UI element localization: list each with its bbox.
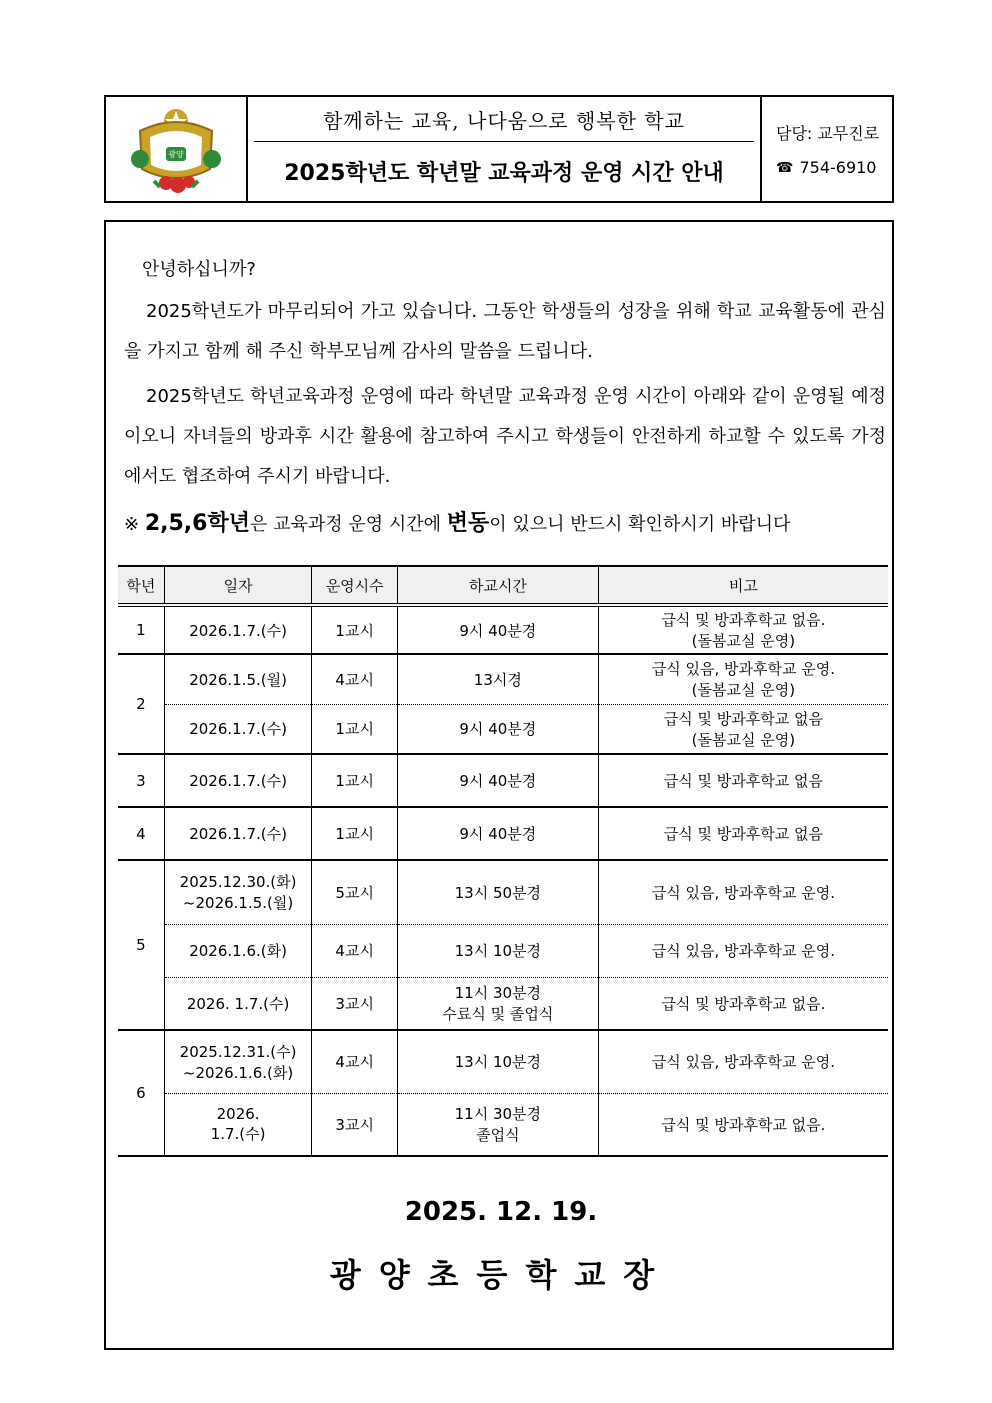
date-cell <box>164 1030 312 1093</box>
time-line: 11시 30분경 <box>454 984 542 1003</box>
note-cell <box>598 704 888 754</box>
contact-department: 담당: 교무진로 <box>776 124 880 143</box>
date-cell: 2026.1.6.(화) <box>164 924 312 977</box>
notice-line <box>124 506 790 537</box>
hours-cell: 4교시 <box>312 1030 398 1093</box>
notice-change: 변동 <box>446 511 490 536</box>
time-line: 11시 30분경 <box>454 1105 542 1124</box>
logo-text: 광양 <box>168 150 184 159</box>
time-line-2: 졸업식 <box>476 1126 520 1145</box>
grade-cell: 3 <box>118 754 164 807</box>
schedule-table <box>118 565 888 1157</box>
header-date: 일자 <box>164 566 312 605</box>
hours-cell: 1교시 <box>312 754 398 807</box>
table-row <box>118 977 888 1030</box>
note-line-2: (돌봄교실 운영) <box>691 681 796 700</box>
hours-cell: 3교시 <box>312 977 398 1030</box>
school-logo-cell <box>106 97 248 201</box>
grade-cell: 4 <box>118 807 164 860</box>
title-cell <box>248 97 762 201</box>
date-cell: 2026. 1.7.(수) <box>164 977 312 1030</box>
date-line: 2025.12.31.(수) <box>179 1042 297 1061</box>
notice-mid: 은 교육과정 운영 시간에 <box>249 514 442 535</box>
date-cell: 2026.1.7.(수) <box>164 807 312 860</box>
note-cell: 급식 있음, 방과후학교 운영. <box>651 1053 835 1072</box>
table-row <box>118 1030 888 1093</box>
issue-date: 2025. 12. 19. <box>404 1197 598 1227</box>
date-line: 2026. <box>216 1104 260 1123</box>
notice-grades: 2,5,6학년 <box>144 511 250 536</box>
time-cell: 13시 10분경 <box>397 1030 598 1093</box>
contact-phone: 754-6910 <box>799 158 877 177</box>
header-grade: 학년 <box>118 566 164 605</box>
paragraph-2: 2025학년도 학년교육과정 운영에 따라 학년말 교육과정 운영 시간이 아래와 같이 운영될 예정이오니 자녀들의 방과후 시간 활용에 참고하여 주시고 학생들이 안전하게 하교할 수 있도록 가정에서도 협조하여 주시기 바랍니다. <box>124 386 886 487</box>
note-cell <box>598 605 888 654</box>
note-cell: 급식 및 방과후학교 없음 <box>663 772 823 790</box>
date-cell: 2026.1.7.(수) <box>164 754 312 807</box>
letter-body <box>104 220 894 1350</box>
paragraph-1: 2025학년도가 마무리되어 가고 있습니다. 그동안 학생들의 성장을 위해 학교 교육활동에 관심을 가지고 함께 해 주신 학부모님께 감사의 말씀을 드립니다. <box>124 301 886 362</box>
table-row <box>118 1093 888 1156</box>
hours-cell: 4교시 <box>312 924 398 977</box>
table-row <box>118 754 888 807</box>
time-cell: 9시 40분경 <box>397 807 598 860</box>
note-cell: 급식 및 방과후학교 없음 <box>663 825 823 843</box>
grade-cell: 1 <box>118 605 164 654</box>
contact-phone-row <box>776 158 892 177</box>
note-cell: 급식 및 방과후학교 없음. <box>661 994 826 1013</box>
hours-cell: 3교시 <box>312 1093 398 1156</box>
date-line-2: ~2026.1.6.(화) <box>182 1063 294 1082</box>
contact-cell <box>762 97 892 201</box>
time-cell: 9시 40분경 <box>397 605 598 654</box>
time-cell: 13시 10분경 <box>397 924 598 977</box>
document-header <box>104 95 894 203</box>
table-header-row <box>118 566 888 605</box>
table-row <box>118 654 888 704</box>
note-line: 급식 및 방과후학교 없음. <box>661 611 826 629</box>
hours-cell: 1교시 <box>312 807 398 860</box>
date-line: 2025.12.30.(화) <box>179 873 297 892</box>
note-line-2: (돌봄교실 운영) <box>691 632 796 650</box>
date-line-2: 1.7.(수) <box>210 1124 266 1143</box>
phone-icon: ☎ <box>776 159 794 176</box>
note-cell: 급식 있음, 방과후학교 운영. <box>651 942 835 960</box>
date-cell: 2026.1.5.(월) <box>164 654 312 704</box>
table-row <box>118 807 888 860</box>
note-cell: 급식 및 방과후학교 없음. <box>661 1115 826 1134</box>
time-cell: 9시 40분경 <box>397 704 598 754</box>
note-line: 급식 및 방과후학교 없음 <box>663 709 823 728</box>
note-line-2: (돌봄교실 운영) <box>691 730 796 749</box>
grade-cell: 6 <box>118 1030 164 1156</box>
grade-cell: 2 <box>118 654 164 754</box>
header-hours: 운영시수 <box>312 566 398 605</box>
time-cell: 13시 50분경 <box>397 860 598 924</box>
greeting: 안녕하십니까? <box>142 259 256 280</box>
hours-cell: 1교시 <box>312 605 398 654</box>
hours-cell: 1교시 <box>312 704 398 754</box>
header-note: 비고 <box>598 566 888 605</box>
table-row <box>118 860 888 924</box>
time-cell <box>397 977 598 1030</box>
date-cell: 2026.1.7.(수) <box>164 605 312 654</box>
date-cell: 2026.1.7.(수) <box>164 704 312 754</box>
note-cell: 급식 있음, 방과후학교 운영. <box>651 883 835 902</box>
document-title: 2025학년도 학년말 교육과정 운영 시간 안내 <box>284 161 724 186</box>
note-cell <box>598 654 888 704</box>
time-cell: 13시경 <box>397 654 598 704</box>
school-motto: 함께하는 교육, 나다움으로 행복한 학교 <box>254 97 754 142</box>
table-row <box>118 605 888 654</box>
school-emblem-logo <box>126 103 226 195</box>
notice-mark: ※ <box>124 514 140 535</box>
date-cell <box>164 860 312 924</box>
date-line-2: ~2026.1.5.(월) <box>182 894 294 913</box>
school-principal-signature: 광양초등학교장 <box>329 1256 673 1294</box>
date-cell <box>164 1093 312 1156</box>
table-row <box>118 704 888 754</box>
time-cell <box>397 1093 598 1156</box>
header-dismissal: 하교시간 <box>397 566 598 605</box>
time-cell: 9시 40분경 <box>397 754 598 807</box>
time-line-2: 수료식 및 졸업식 <box>442 1005 554 1024</box>
hours-cell: 5교시 <box>312 860 398 924</box>
table-row <box>118 924 888 977</box>
hours-cell: 4교시 <box>312 654 398 704</box>
grade-cell: 5 <box>118 860 164 1030</box>
notice-end: 이 있으니 반드시 확인하시기 바랍니다 <box>489 514 791 535</box>
note-line: 급식 있음, 방과후학교 운영. <box>651 660 835 679</box>
